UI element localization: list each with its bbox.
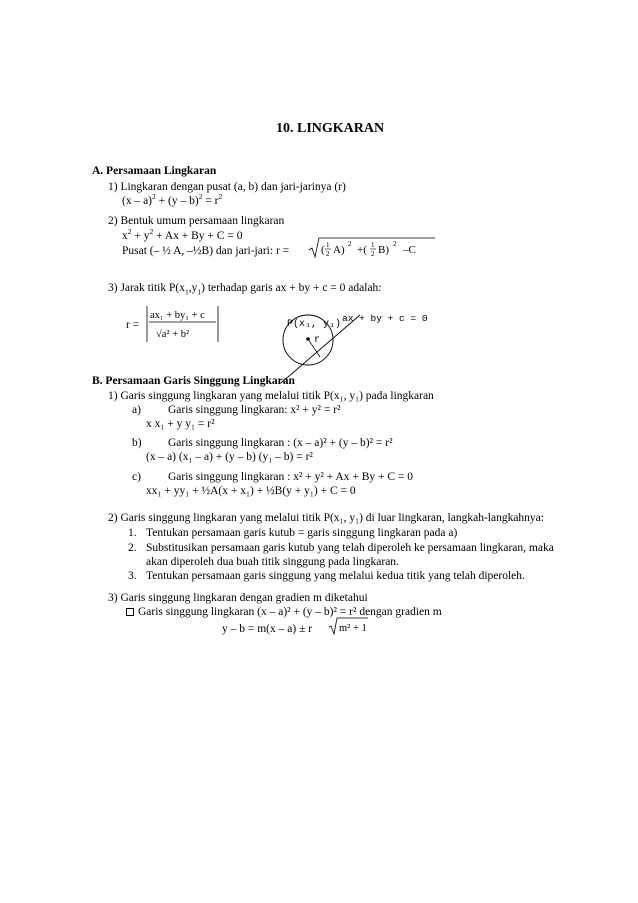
center-radius-formula: Pusat (– ½ A, –½B) dan jari-jari: r = (122, 245, 290, 257)
svg-text:2: 2 (393, 240, 397, 248)
step-3-text: Tentukan persamaan garis singgung yang melalui kedua titik yang telah diperoleh. (146, 570, 525, 582)
line-label: ax + by + c = 0 (342, 313, 428, 324)
distance-fraction (144, 304, 224, 344)
step-2-num: 2. (128, 542, 137, 554)
section-a-heading: A. Persamaan Lingkaran (92, 165, 217, 177)
point-label: P(x₁, y₁) (287, 319, 342, 330)
sub-c-label: c) (132, 471, 141, 483)
svg-text:(: ( (321, 244, 325, 256)
step-1-num: 1. (128, 527, 137, 539)
sub-c-text: Garis singgung lingkaran : x² + y² + Ax + By + C = 0 (168, 471, 414, 483)
step-1-text: Tentukan persamaan garis kutub = garis singgung lingkaran pada a) (146, 527, 458, 539)
sub-b-text: Garis singgung lingkaran : (x – a)² + (y – b)² = r² (168, 437, 393, 449)
tangent-distance-diagram (278, 305, 428, 385)
section-b-item3: 3) Garis singgung lingkaran dengan gradien m diketahui (108, 592, 368, 604)
svg-text:2: 2 (371, 250, 375, 258)
step-3-num: 3. (128, 570, 137, 582)
distance-r-label: r = (126, 319, 140, 331)
half-den: 2 (326, 250, 330, 258)
sqrt-tail: –C (403, 244, 416, 256)
sqrt-a: A) (333, 244, 345, 256)
svg-text:m² + 1: m² + 1 (339, 623, 367, 634)
gradient-bullet: Garis singgung lingkaran (x – a)² + (y – b)² = r² dengan gradien m (126, 605, 442, 619)
section-b-heading: B. Persamaan Garis Singgung Lingkaran (92, 375, 295, 387)
sqrt-b: B) (378, 244, 389, 256)
sub-b-label: b) (132, 437, 142, 449)
page-title: 10. LINGKARAN (276, 121, 385, 136)
step-2-cont: akan diperoleh dua buah titik singgung pada lingkaran. (146, 556, 399, 568)
sub-b-formula: (x – a) (x₁ – a) + (y – b) (y₁ – b) = r² (146, 451, 313, 463)
section-a-item1: 1) Lingkaran dengan pusat (a, b) dan jari-jarinya (r) (108, 181, 346, 193)
distance-denominator: √a² + b² (156, 329, 190, 340)
half-num: 1 (326, 241, 330, 249)
section-a-item2: 2) Bentuk umum persamaan lingkaran (108, 215, 285, 227)
radius-sqrt-formula (307, 236, 437, 260)
radius-label: r (314, 335, 321, 346)
distance-numerator: ax₁ + by₁ + c (150, 310, 205, 321)
section-b-item1: 1) Garis singgung lingkaran yang melalui titik P(x₁, y₁) pada lingkaran (108, 390, 434, 402)
step-2-text: Substitusikan persamaan garis kutub yang telah diperoleh ke persamaan lingkaran, maka (146, 542, 554, 554)
sub-a-formula: x x₁ + y y₁ = r² (146, 418, 215, 430)
svg-text:1: 1 (371, 241, 375, 249)
gradient-formula: y – b = m(x – a) ± r (222, 623, 313, 635)
gradient-sqrt (328, 616, 370, 636)
sub-c-formula: xx₁ + yy₁ + ½A(x + x₁) + ½B(y + y₁) + C = 0 (146, 485, 356, 497)
sub-a-label: a) (132, 404, 141, 416)
section-b-item2: 2) Garis singgung lingkaran yang melalui titik P(x₁, y₁) di luar lingkaran, langkah-langkahnya: (108, 512, 544, 524)
circle-equation: $(x - a)^2 + (y - b)^2 = r^2$ (122, 192, 223, 207)
svg-text:2: 2 (348, 240, 352, 248)
section-a-item3: 3) Jarak titik $P(x_1,y_1)$ terhadap garis ax + by + c = 0 adalah: (108, 282, 382, 297)
svg-text:+(: +( (357, 244, 367, 256)
sub-a-text: Garis singgung lingkaran: x² + y² = r² (168, 404, 341, 416)
general-equation: $x^2 + y^2 + Ax + By + C = 0$ (122, 227, 243, 242)
checkbox-bullet-icon (126, 608, 134, 616)
